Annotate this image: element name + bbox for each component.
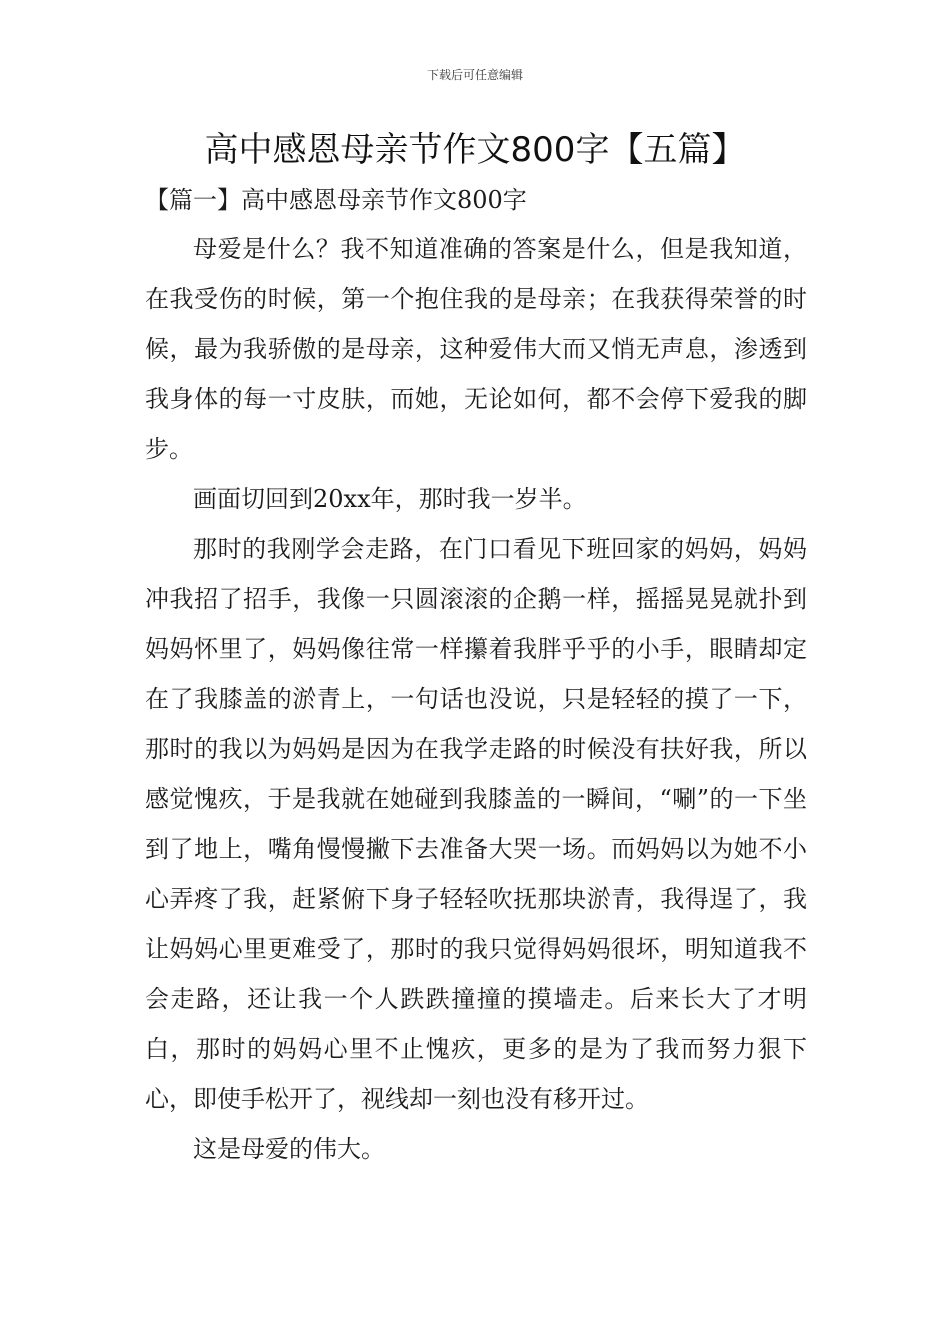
header-note: 下载后可任意编辑 <box>426 68 523 82</box>
document-body <box>145 224 807 1174</box>
paragraph: 这是母爱的伟大。 <box>193 1135 385 1163</box>
paragraph: 母爱是什么？我不知道准确的答案是什么，但是我知道，在我受伤的时候，第一个抱住我的是母亲；在我获得荣誉的时候，最为我骄傲的是母亲，这种爱伟大而又悄无声息，渗透到我身体的每一寸皮肤，而她，无论如何，都不会停下爱我的脚步。 <box>145 235 807 463</box>
paragraph: 画面切回到20xx年，那时我一岁半。 <box>193 485 587 513</box>
paragraph: 那时的我刚学会走路，在门口看见下班回家的妈妈，妈妈冲我招了招手，我像一只圆滚滚的企鹅一样，摇摇晃晃就扑到妈妈怀里了，妈妈像往常一样攥着我胖乎乎的小手，眼睛却定在了我膝盖的淤青上，一句话也没说，只是轻轻的摸了一下，那时的我以为妈妈是因为在我学走路的时候没有扶好我，所以感觉愧疚，于是我就在她碰到我膝盖的一瞬间，“唰”的一下坐到了地上，嘴角慢慢撇下去准备大哭一场。而妈妈以为她不小心弄疼了我，赶紧俯下身子轻轻吹抚那块淤青，我得逞了，我让妈妈心里更难受了，那时的我只觉得妈妈很坏，明知道我不会走路，还让我一个人跌跌撞撞的摸墙走。后来长大了才明白，那时的妈妈心里不止愧疚，更多的是为了我而努力狠下心，即使手松开了，视线却一刻也没有移开过。 <box>145 535 807 1113</box>
section-heading: 【篇一】高中感恩母亲节作文800字 <box>145 186 527 214</box>
page-title: 高中感恩母亲节作文800字【五篇】 <box>204 130 746 170</box>
